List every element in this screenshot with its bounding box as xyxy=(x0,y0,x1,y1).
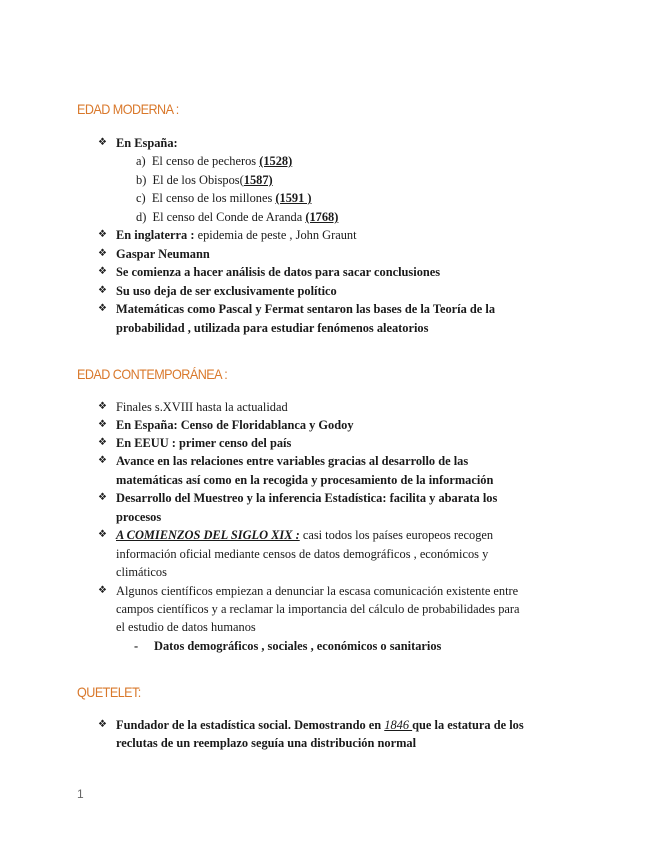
bullet-icon: ❖ xyxy=(98,419,107,430)
item-espana-censo: En España: Censo de Floridablanca y Godoy xyxy=(116,418,354,432)
page-number: 1 xyxy=(77,787,84,801)
item-matematicas-line1: Matemáticas como Pascal y Fermat sentaron las bases de la Teoría de la xyxy=(116,302,496,316)
heading-quetelet: QUETELET: xyxy=(77,684,141,700)
bullet-icon: ❖ xyxy=(98,137,107,148)
item-analisis: Se comienza a hacer análisis de datos para sacar conclusiones xyxy=(116,265,441,279)
item-fundador-line1: Fundador de la estadística social. Demostrando en 1846 que la estatura de los xyxy=(116,718,524,732)
item-siglo-xix-line1: A COMIENZOS DEL SIGLO XIX : casi todos los países europeos recogen xyxy=(116,528,494,542)
bullet-icon: ❖ xyxy=(98,229,107,240)
bullet-icon: ❖ xyxy=(98,401,107,412)
sub-item-a: a) El censo de pecheros (1528) xyxy=(136,154,293,168)
item-politico: Su uso deja de ser exclusivamente político xyxy=(116,284,337,298)
dash-marker: - xyxy=(134,639,139,653)
item-datos: Datos demográficos , sociales , económicos o sanitarios xyxy=(154,639,442,653)
item-finales: Finales s.XVIII hasta la actualidad xyxy=(116,400,288,414)
heading-edad-moderna: EDAD MODERNA : xyxy=(77,101,179,117)
item-siglo-xix-line2: información oficial mediante censos de datos demográficos , económicos y xyxy=(116,547,489,561)
sub-item-b: b) El de los Obispos(1587) xyxy=(136,173,273,187)
bullet-icon: ❖ xyxy=(98,437,107,448)
item-avance-line1: Avance en las relaciones entre variables gracias al desarrollo de las xyxy=(116,454,469,468)
bullet-icon: ❖ xyxy=(98,248,107,259)
sub-item-d: d) El censo del Conde de Aranda (1768) xyxy=(136,210,339,224)
bullet-icon: ❖ xyxy=(98,285,107,296)
item-inglaterra: En inglaterra : epidemia de peste , John Graunt xyxy=(116,228,357,242)
bullet-icon: ❖ xyxy=(98,529,107,540)
bullet-icon: ❖ xyxy=(98,303,107,314)
item-gaspar: Gaspar Neumann xyxy=(116,247,210,261)
item-cientificos-line2: campos científicos y a reclamar la importancia del cálculo de probabilidades para xyxy=(116,602,520,616)
bullet-icon: ❖ xyxy=(98,266,107,277)
heading-edad-contemporanea: EDAD CONTEMPORÁNEA : xyxy=(77,366,228,382)
item-avance-line2: matemáticas así como en la recogida y procesamiento de la información xyxy=(116,473,494,487)
item-espana: En España: xyxy=(116,136,178,150)
bullet-icon: ❖ xyxy=(98,455,107,466)
bullet-icon: ❖ xyxy=(98,585,107,596)
item-cientificos-line3: el estudio de datos humanos xyxy=(116,620,256,634)
item-cientificos-line1: Algunos científicos empiezan a denunciar la escasa comunicación existente entre xyxy=(116,584,519,598)
item-siglo-xix-line3: climáticos xyxy=(116,565,167,579)
bullet-icon: ❖ xyxy=(98,492,107,503)
item-eeuu: En EEUU : primer censo del país xyxy=(116,436,292,450)
item-matematicas-line2: probabilidad , utilizada para estudiar fenómenos aleatorios xyxy=(116,321,429,335)
item-muestreo-line1: Desarrollo del Muestreo y la inferencia Estadística: facilita y abarata los xyxy=(116,491,498,505)
item-fundador-line2: reclutas de un reemplazo seguía una distribución normal xyxy=(116,736,417,750)
item-muestreo-line2: procesos xyxy=(116,510,162,524)
sub-item-c: c) El censo de los millones (1591 ) xyxy=(136,191,312,205)
bullet-icon: ❖ xyxy=(98,719,107,730)
